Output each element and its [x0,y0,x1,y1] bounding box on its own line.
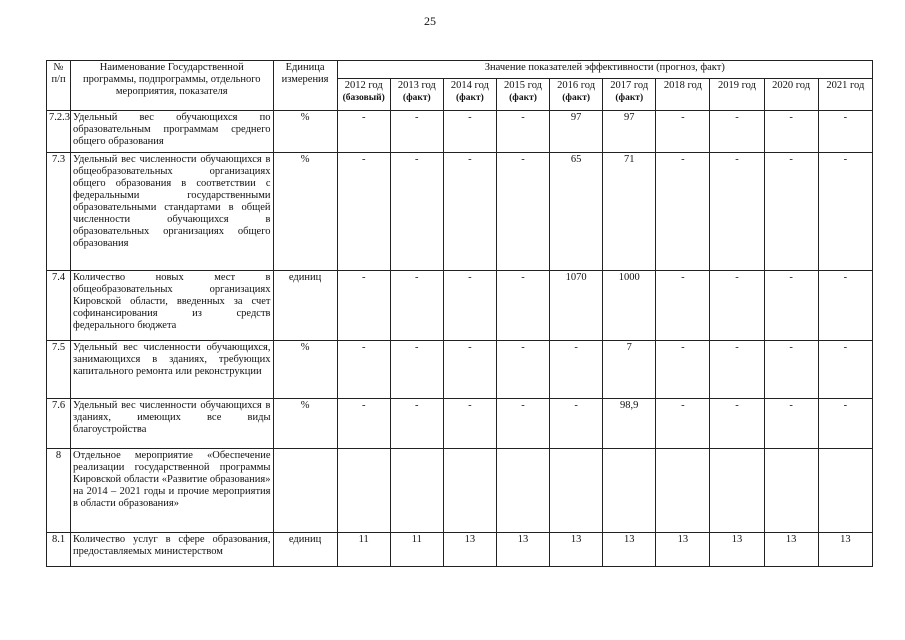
row-unit: % [273,111,337,153]
row-value: 13 [710,533,764,567]
header-year [710,79,764,111]
header-year [496,79,549,111]
table-row [47,449,873,533]
row-value: 13 [656,533,710,567]
row-value: - [550,341,603,399]
header-year [443,79,496,111]
table-row [47,399,873,449]
row-value: - [764,341,818,399]
row-value: - [390,153,443,271]
header-num: № п/п [47,61,71,111]
header-year-label: 2019 год [717,80,756,91]
row-value: 11 [337,533,390,567]
row-value: 97 [550,111,603,153]
row-value [656,449,710,533]
header-year [603,79,656,111]
table-row [47,533,873,567]
row-value: - [443,111,496,153]
header-year-sub: (базовый) [342,93,385,103]
row-value [550,449,603,533]
row-number: 7.3 [47,153,71,271]
row-indicator-name: Количество новых мест в общеобразовательных организациях Кировской области, введенных за счет софинансирования из средств федерального бюджета [71,271,273,341]
header-year-label: 2018 год [663,80,702,91]
row-value: - [390,399,443,449]
row-value: 1070 [550,271,603,341]
header-year-sub: (факт) [402,93,431,103]
row-unit: единиц [273,271,337,341]
row-value: - [818,153,872,271]
row-indicator-name: Количество услуг в сфере образования, предоставляемых министерством [71,533,273,567]
row-value: - [818,399,872,449]
header-year [390,79,443,111]
row-value: - [710,341,764,399]
row-value [764,449,818,533]
row-unit: % [273,399,337,449]
row-value: 7 [603,341,656,399]
row-value: - [337,271,390,341]
row-value: - [496,153,549,271]
row-value: 65 [550,153,603,271]
row-value: - [764,111,818,153]
row-value: - [656,341,710,399]
row-value: 71 [603,153,656,271]
row-value: - [496,111,549,153]
row-indicator-name: Удельный вес численности обучающихся в зданиях, имеющих все виды благоустройства [71,399,273,449]
row-value: 13 [818,533,872,567]
row-value: - [818,341,872,399]
row-number: 8.1 [47,533,71,567]
row-value: - [496,399,549,449]
header-year-label: 2017 год [610,80,649,91]
row-value: - [656,153,710,271]
row-unit: единиц [273,533,337,567]
row-number: 7.2.3 [47,111,71,153]
row-number: 8 [47,449,71,533]
header-year [764,79,818,111]
row-value: - [443,399,496,449]
row-value: - [656,271,710,341]
row-value: - [764,153,818,271]
row-value: - [656,399,710,449]
row-value: 13 [496,533,549,567]
row-value: - [710,399,764,449]
row-value: - [337,341,390,399]
row-value: 13 [603,533,656,567]
table-body [47,111,873,567]
row-value: - [550,399,603,449]
row-value: - [818,111,872,153]
row-value: - [443,153,496,271]
header-year [337,79,390,111]
table-header [47,61,873,111]
row-value: 11 [390,533,443,567]
row-value: - [443,271,496,341]
table-row [47,341,873,399]
header-year-label: 2014 год [450,80,489,91]
row-number: 7.5 [47,341,71,399]
row-unit: % [273,153,337,271]
header-year [818,79,872,111]
row-value: - [337,153,390,271]
row-value: - [818,271,872,341]
row-value: 13 [764,533,818,567]
table-row [47,271,873,341]
row-value [818,449,872,533]
row-value: - [496,341,549,399]
header-unit: Единица измерения [273,61,337,111]
row-value: - [710,153,764,271]
row-value: - [390,111,443,153]
header-year-label: 2012 год [344,80,383,91]
row-value: 13 [550,533,603,567]
row-value: - [443,341,496,399]
row-value: - [337,111,390,153]
row-value: 97 [603,111,656,153]
row-value [710,449,764,533]
row-value: - [337,399,390,449]
row-value: - [496,271,549,341]
header-values-title: Значение показателей эффективности (прогноз, факт) [337,61,872,79]
row-value [337,449,390,533]
header-year-label: 2013 год [397,80,436,91]
row-value [390,449,443,533]
row-value: - [390,271,443,341]
header-year-label: 2015 год [504,80,542,91]
page-number: 25 [424,14,436,28]
row-indicator-name: Отдельное мероприятие «Обеспечение реализации государственной программы Кировской области «Развитие образования» на 2014 – 2021 годы и прочие мероприятия в области образования» [71,449,273,533]
header-year-label: 2016 год [557,80,596,91]
header-year-sub: (факт) [509,93,537,103]
row-value [603,449,656,533]
header-year-sub: (факт) [615,93,644,103]
row-value: 1000 [603,271,656,341]
row-value: - [390,341,443,399]
table-row [47,153,873,271]
row-number: 7.6 [47,399,71,449]
header-year-sub: (факт) [562,93,591,103]
row-value [496,449,549,533]
header-year-label: 2020 год [772,80,811,91]
table-row [47,111,873,153]
row-unit: % [273,341,337,399]
row-unit [273,449,337,533]
row-value: - [764,399,818,449]
indicators-table [46,60,873,567]
header-year-label: 2021 год [826,80,865,91]
row-value: - [710,111,764,153]
row-value: - [764,271,818,341]
row-indicator-name: Удельный вес обучающихся по образовательным программам среднего общего образования [71,111,273,153]
row-value: - [710,271,764,341]
header-year [656,79,710,111]
header-year [550,79,603,111]
row-value [443,449,496,533]
row-value: 13 [443,533,496,567]
row-value: 98,9 [603,399,656,449]
row-value: - [656,111,710,153]
header-name: Наименование Государственной программы, подпрограммы, отдельного мероприятия, показателя [71,61,273,111]
header-year-sub: (факт) [456,93,484,103]
row-indicator-name: Удельный вес численности обучающихся, занимающихся в зданиях, требующих капитального ремонта или реконструкции [71,341,273,399]
row-number: 7.4 [47,271,71,341]
row-indicator-name: Удельный вес численности обучающихся в общеобразовательных организациях общего образования в соответствии с федеральными государственными образовательными стандартами в общей численности обучающихся в образовательных организациях общего образования [71,153,273,271]
